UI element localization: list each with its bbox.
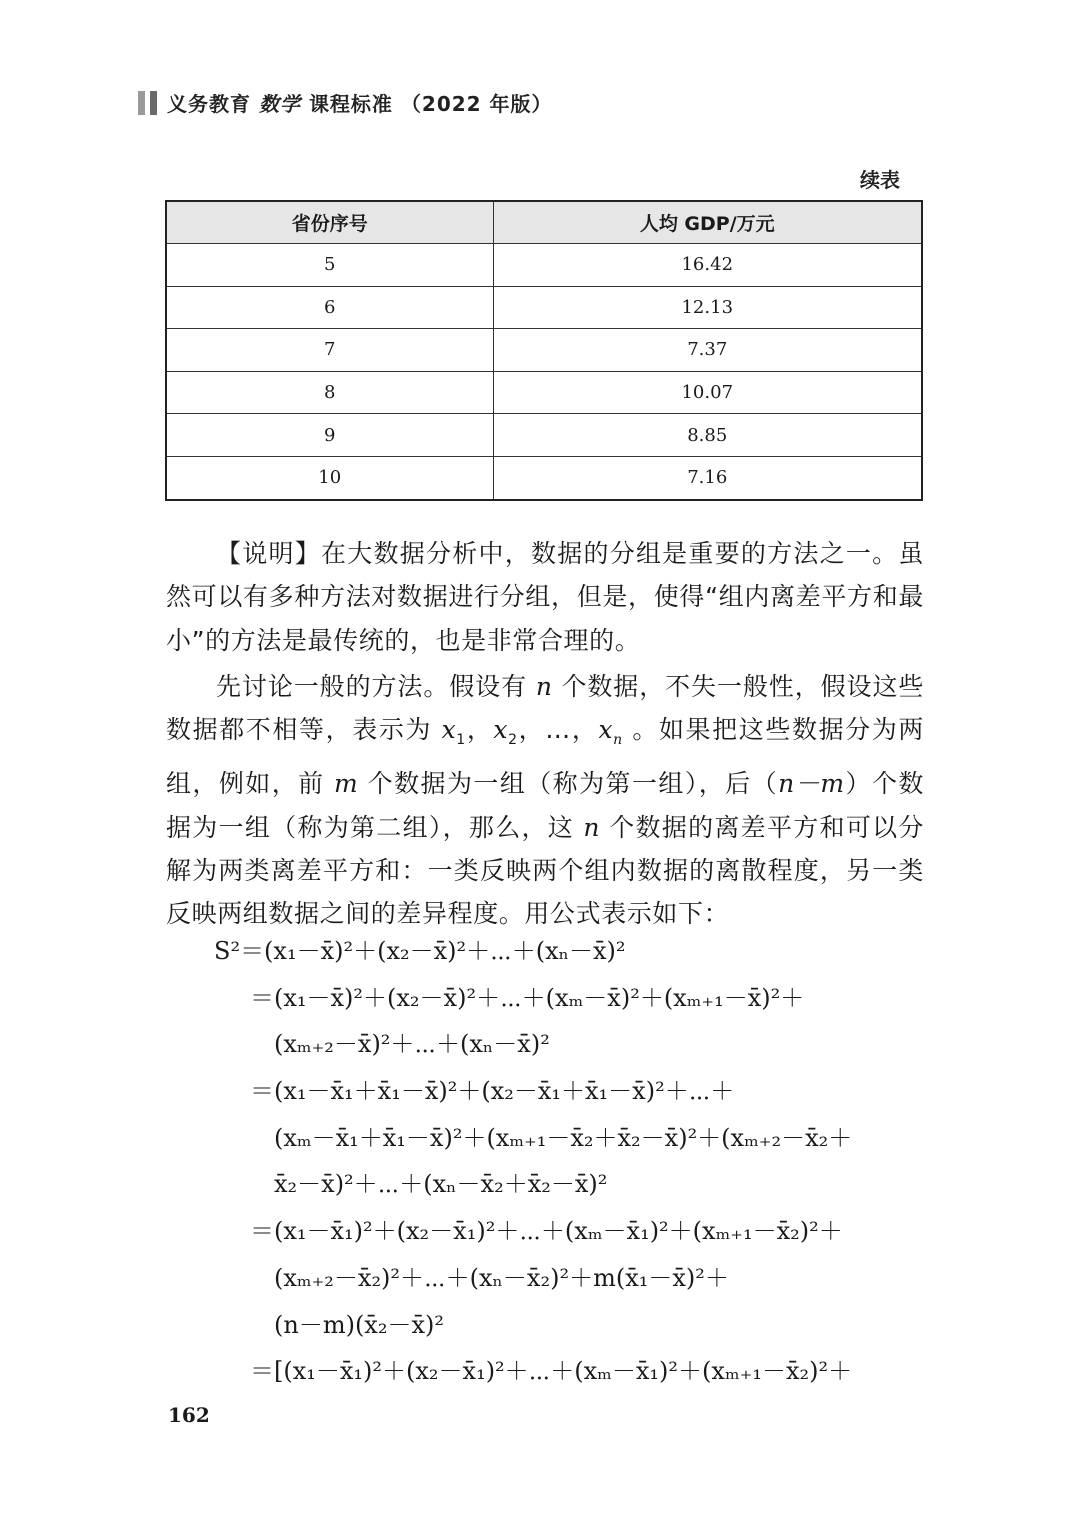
text-run: 个数据，不失一般性，假设这些数据都不相等，表示为 bbox=[166, 671, 924, 745]
text-run: ）个数据为一组（称为第二组），那么，这 bbox=[166, 769, 924, 842]
variable-n: n bbox=[535, 671, 553, 701]
explanation-paragraph: 【说明】在大数据分析中，数据的分组是重要的方法之一。虽然可以有多种方法对数据进行分组，但是，使得“组内离差平方和最小”的方法是最传统的，也是非常合理的。 bbox=[166, 539, 924, 655]
cell-gdp: 7.37 bbox=[493, 329, 922, 372]
book-title-subject: 数学 bbox=[258, 92, 301, 116]
method-paragraph bbox=[166, 665, 924, 936]
expression-n-minus-m: n－m bbox=[778, 769, 845, 799]
table-header-row bbox=[166, 201, 922, 244]
variable-x: x bbox=[441, 715, 457, 745]
separator: ， bbox=[465, 715, 494, 745]
cell-province: 5 bbox=[166, 244, 493, 287]
table-row bbox=[166, 286, 922, 329]
book-title-suffix: 课程标准 （2022 年版） bbox=[308, 92, 553, 116]
text-run: 。如果把这些数据分为两组，例如，前 bbox=[166, 715, 924, 799]
gdp-table bbox=[165, 200, 923, 501]
table-row bbox=[166, 244, 922, 287]
formula-line: (xₘ₊₂－x̄₂)²＋⋯＋(xₙ－x̄₂)²＋m(x̄₁－x̄)²＋ bbox=[274, 1263, 729, 1292]
book-title-prefix: 义务教育 bbox=[167, 92, 251, 116]
cell-province: 7 bbox=[166, 329, 493, 372]
page-number: 162 bbox=[168, 1403, 210, 1427]
text-run: 个数据的离差平方和可以分解为两类离差平方和：一类反映两个组内数据的离散程度，另一类反映两组数据之间的差异程度。用公式表示如下： bbox=[166, 812, 924, 929]
variable-x: x bbox=[493, 715, 509, 745]
formula-line: ＝(x₁－x̄₁＋x̄₁－x̄)²＋(x₂－x̄₁＋x̄₁－x̄)²＋⋯＋ bbox=[250, 1077, 735, 1106]
cell-gdp: 10.07 bbox=[493, 371, 922, 414]
subscript: 2 bbox=[508, 732, 518, 749]
text-run: 个数据为一组（称为第一组），后（ bbox=[358, 769, 779, 799]
variable-x: x bbox=[598, 715, 614, 745]
subscript: n bbox=[613, 732, 623, 749]
running-header bbox=[138, 88, 553, 117]
formula-line: ＝(x₁－x̄₁)²＋(x₂－x̄₁)²＋⋯＋(xₘ－x̄₁)²＋(xₘ₊₁－x̄₂)²＋ bbox=[250, 1217, 843, 1246]
cell-gdp: 8.85 bbox=[493, 414, 922, 457]
text-run: 先讨论一般的方法。假设有 bbox=[216, 671, 536, 701]
subscript: 1 bbox=[456, 732, 466, 749]
cell-province: 6 bbox=[166, 286, 493, 329]
table-row bbox=[166, 414, 922, 457]
column-header-province: 省份序号 bbox=[166, 201, 493, 244]
formula-line: ＝[(x₁－x̄₁)²＋(x₂－x̄₁)²＋⋯＋(xₘ－x̄₁)²＋(xₘ₊₁－x̄₂)²＋ bbox=[250, 1357, 853, 1386]
formula-line: S²＝(x₁－x̄)²＋(x₂－x̄)²＋⋯＋(xₙ－x̄)² bbox=[214, 937, 626, 965]
variance-decomposition-formula bbox=[214, 928, 934, 1395]
variable-m: m bbox=[333, 769, 359, 799]
variable-n: n bbox=[583, 812, 601, 842]
cell-gdp: 7.16 bbox=[493, 456, 922, 499]
formula-line: (xₘ₊₂－x̄)²＋⋯＋(xₙ－x̄)² bbox=[274, 1030, 550, 1059]
formula-line: (n－m)(x̄₂－x̄)² bbox=[274, 1310, 444, 1339]
book-title bbox=[167, 88, 553, 117]
body-text bbox=[166, 532, 924, 936]
cell-province: 8 bbox=[166, 371, 493, 414]
cell-province: 10 bbox=[166, 456, 493, 499]
formula-line: (xₘ－x̄₁＋x̄₁－x̄)²＋(xₘ₊₁－x̄₂＋x̄₂－x̄)²＋(xₘ₊₂－x̄₂＋ bbox=[274, 1123, 853, 1152]
table-row bbox=[166, 371, 922, 414]
cell-gdp: 12.13 bbox=[493, 286, 922, 329]
column-header-gdp: 人均 GDP/万元 bbox=[493, 201, 922, 244]
cell-gdp: 16.42 bbox=[493, 244, 922, 287]
table-row bbox=[166, 456, 922, 499]
cell-province: 9 bbox=[166, 414, 493, 457]
table-row bbox=[166, 329, 922, 372]
separator: ，…， bbox=[517, 715, 599, 745]
header-bars-icon bbox=[138, 91, 157, 115]
formula-line: ＝(x₁－x̄)²＋(x₂－x̄)²＋⋯＋(xₘ－x̄)²＋(xₘ₊₁－x̄)²＋ bbox=[250, 983, 805, 1012]
table-caption: 续表 bbox=[860, 168, 900, 192]
formula-line: x̄₂－x̄)²＋⋯＋(xₙ－x̄₂＋x̄₂－x̄)² bbox=[274, 1170, 608, 1199]
